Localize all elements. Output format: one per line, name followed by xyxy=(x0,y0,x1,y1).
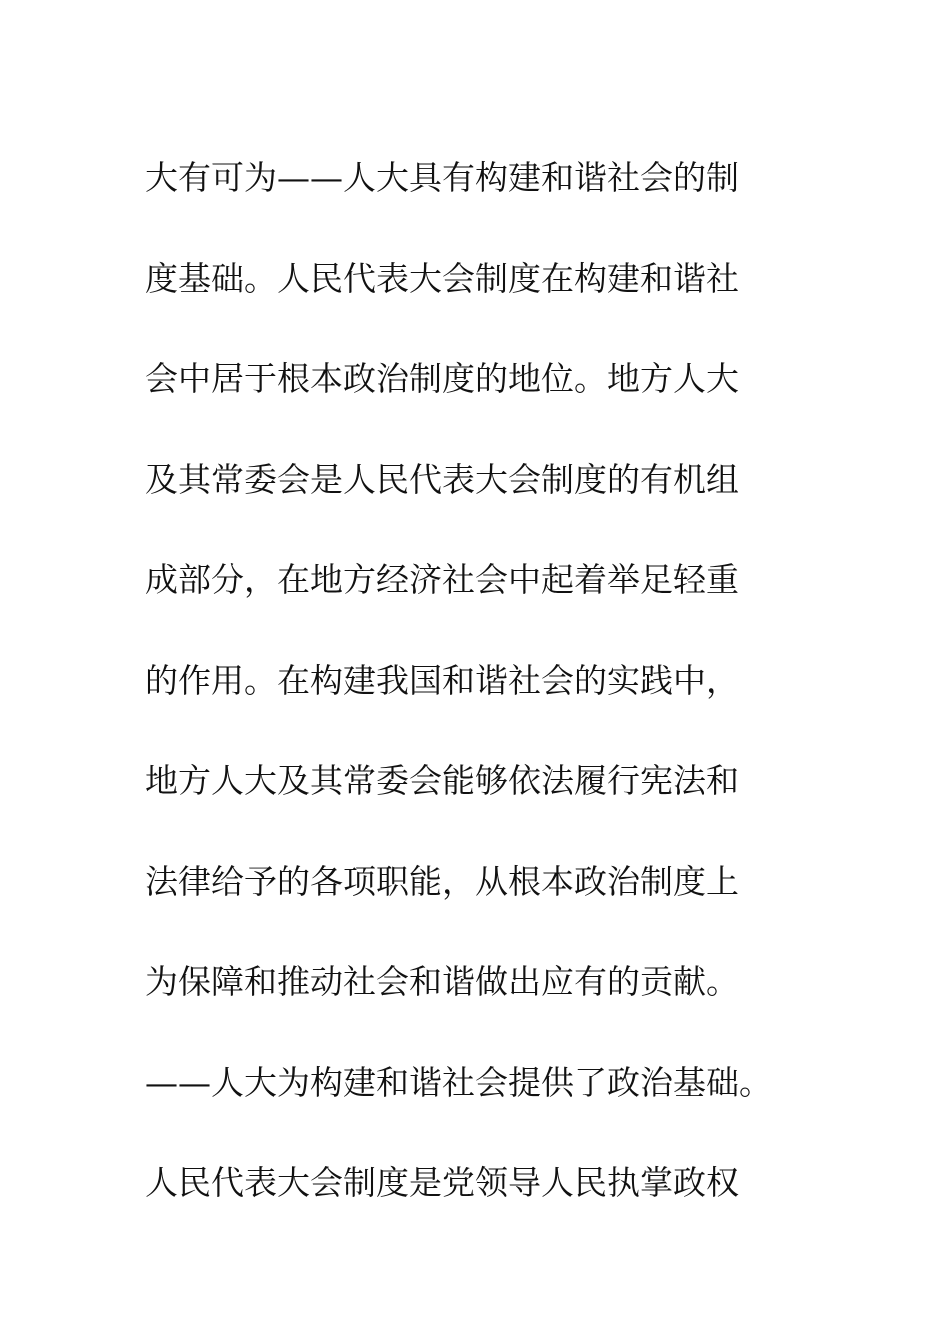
text-line: 成部分，在地方经济社会中起着举足轻重 xyxy=(145,560,739,599)
text-line: 度基础。人民代表大会制度在构建和谐社 xyxy=(145,258,739,298)
text-line: 大有可为——人大具有构建和谐社会的制 xyxy=(145,158,739,197)
text-line: 法律给予的各项职能，从根本政治制度上 xyxy=(145,861,739,901)
text-line: 为保障和推动社会和谐做出应有的贡献。 xyxy=(145,962,739,1001)
body-text xyxy=(145,128,825,1234)
text-line: 会中居于根本政治制度的地位。地方人大 xyxy=(145,359,739,398)
text-line: 及其常委会是人民代表大会制度的有机组 xyxy=(145,459,739,499)
text-line: 人民代表大会制度是党领导人民执掌政权 xyxy=(145,1163,739,1202)
text-line: 的作用。在构建我国和谐社会的实践中， xyxy=(145,660,739,700)
text-line: ——人大为构建和谐社会提供了政治基础。 xyxy=(145,1062,772,1102)
text-line: 地方人大及其常委会能够依法履行宪法和 xyxy=(145,761,739,800)
